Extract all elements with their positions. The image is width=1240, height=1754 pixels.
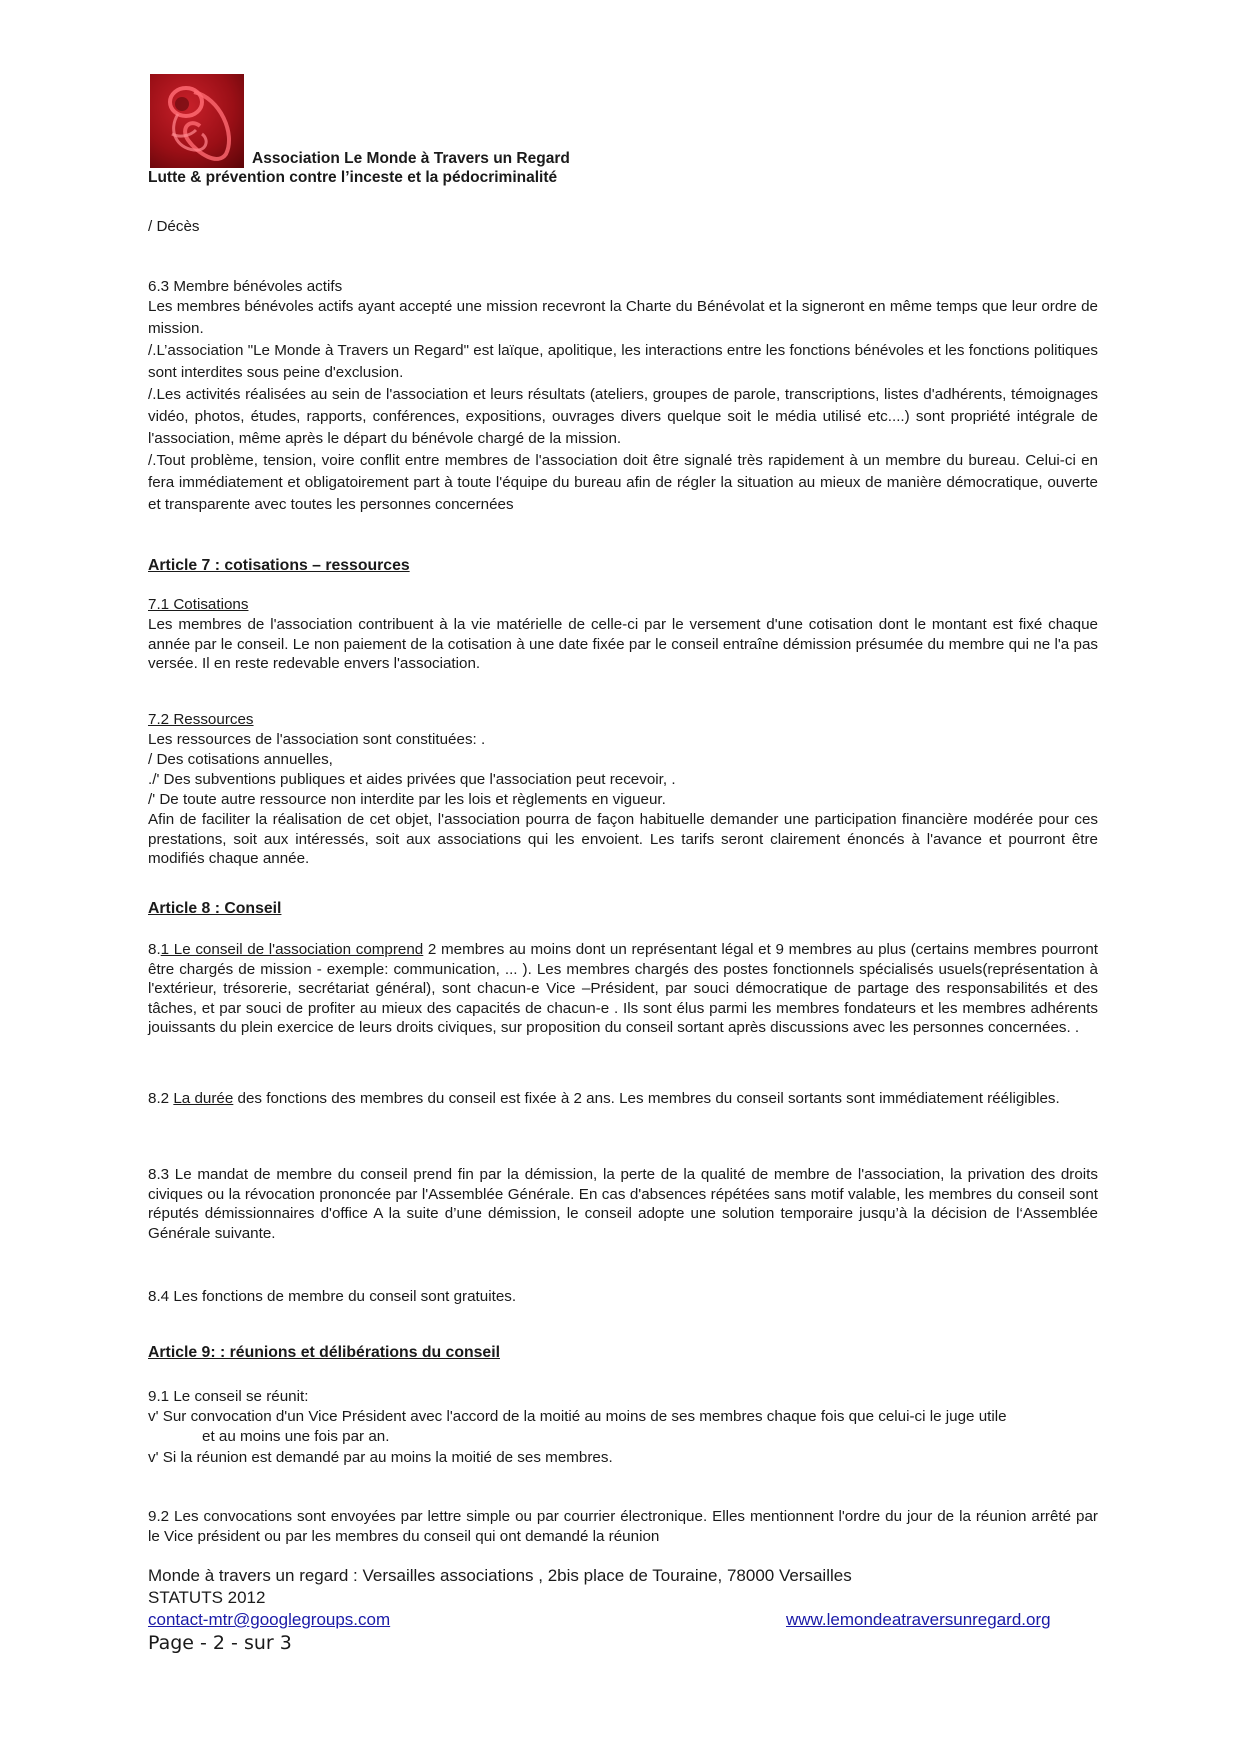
paragraph: /.Les activités réalisées au sein de l'association et leurs résultats (ateliers, groupes de parole, transcriptions, listes d'adhérents, témoignages vidéo, photos, études, rapports, conférences, expositions, ouvrages divers quelque soit le média utilisé etc....) sont propriété intégrale de l'association, même après le départ du bénévole chargé de la mission. — [148, 386, 1098, 447]
checkmark-bullet-icon: v' — [148, 1408, 159, 1425]
association-subtitle: Lutte & prévention contre l’inceste et la pédocriminalité — [148, 169, 558, 186]
bullet-item — [148, 1408, 1007, 1425]
section-8-2-body: des fonctions des membres du conseil est fixée à 2 ans. Les membres du conseil sortants sont immédiatement rééligibles. — [233, 1090, 1060, 1107]
paragraph: Les membres bénévoles actifs ayant accepté une mission recevront la Charte du Bénévolat et la signeront en même temps que leur ordre de mission. — [148, 298, 1098, 337]
association-title: Association Le Monde à Travers un Regard — [252, 150, 570, 167]
section-9-2-text: 9.2 Les convocations sont envoyées par lettre simple ou par courrier électronique. Elles mentionnent l'ordre du jour de la réunion arrêté par le Vice président ou par les membres du conseil qui ont demandé la réunion — [148, 1508, 1098, 1545]
checkmark-bullet-icon: v' — [148, 1449, 159, 1466]
section-9-1-heading: 9.1 Le conseil se réunit: — [148, 1388, 309, 1405]
section-7-2-text: Afin de faciliter la réalisation de cet objet, l'association pourra de façon habituelle demander une participation financière modérée pour ces prestations, soit aux intéressés, soit aux associations qui les envoient. Les tarifs seront clairement énoncés à l'avance et pourront être modifiés chaque année. — [148, 811, 1098, 867]
section-7-1-text: Les membres de l'association contribuent à la vie matérielle de celle-ci par le versement d'une cotisation dont le montant est fixé chaque année par le conseil. Le non paiement de la cotisation à une date fixée par le conseil entraîne démission présumée du membre qui ne l'a pas versée. Il en reste redevable envers l'association. — [148, 616, 1098, 672]
logo-figure-icon — [150, 74, 244, 168]
section-8-1-text — [148, 940, 1098, 1038]
resources-line: /' De toute autre ressource non interdite par les lois et règlements en vigueur. — [148, 791, 666, 808]
section-8-1-underlined: 1 Le conseil de l'association comprend — [160, 941, 424, 958]
page-number: Page - 2 - sur 3 — [148, 1632, 292, 1654]
article-7-title: Article 7 : cotisations – ressources — [148, 557, 410, 574]
bullet-text: Sur convocation d'un Vice Président avec l'accord de la moitié au moins de ses membres chaque fois que celui-ci le juge utile — [162, 1408, 1007, 1425]
footer-website-link[interactable]: www.lemondeatraversunregard.org — [786, 1610, 1051, 1629]
section-6-3-heading: 6.3 Membre bénévoles actifs — [148, 278, 343, 295]
resources-line: / Des cotisations annuelles, — [148, 751, 333, 768]
footer-email-link[interactable]: contact-mtr@googlegroups.com — [148, 1610, 391, 1629]
footer-doc-title: STATUTS 2012 — [148, 1588, 266, 1607]
section-6-3-body — [148, 296, 1098, 516]
section-8-3-text: 8.3 Le mandat de membre du conseil prend fin par la démission, la perte de la qualité de membre de l'association, la privation des droits civiques ou la révocation prononcée par l'Assemblée Générale. En cas d'absences répétées sans motif valable, les membres du conseil sont réputés démissionnaires d'office A la suite d’une démission, le conseil adopte une solution temporaire jusqu’à la décision de l‘Assemblée Générale suivante. — [148, 1166, 1098, 1242]
resources-line: ./' Des subventions publiques et aides privées que l'association peut recevoir, . — [148, 771, 676, 788]
article-8-title: Article 8 : Conseil — [148, 900, 282, 917]
section-8-1-body: 2 membres au moins dont un représentant légal et 9 membres au plus (certains membres pourront être chargés de mission - exemple: communication, ... ). Les membres chargés des postes fonctionnels spécialisés usuels(représentation à l'extérieur, trésorerie, secrétariat général), sont chacun-e Vice –Président, par souci démocratique de partage des responsabilités et des tâches, et par souci de profiter au mieux des capacités de chacun-e . Ils sont élus parmi les membres fondateurs et les membres adhérents jouissants du plein exercice de leurs droits civiques, sur proposition du conseil sortant après discussions avec les personnes concernées. . — [148, 941, 1098, 1036]
bullet-continuation: et au moins une fois par an. — [202, 1428, 390, 1445]
list-item-deces: / Décès — [148, 218, 200, 235]
article-9-title: Article 9: : réunions et délibérations du conseil — [148, 1344, 500, 1361]
section-8-2-prefix: 8.2 — [148, 1090, 174, 1107]
association-logo — [150, 74, 244, 168]
bullet-item — [148, 1449, 613, 1466]
paragraph: /.L’association "Le Monde à Travers un Regard" est laïque, apolitique, les interactions entre les fonctions bénévoles et les fonctions politiques sont interdites sous peine d'exclusion. — [148, 342, 1098, 381]
section-8-4-text: 8.4 Les fonctions de membre du conseil sont gratuites. — [148, 1288, 517, 1305]
paragraph: /.Tout problème, tension, voire conflit entre membres de l'association doit être signalé très rapidement à un membre du bureau. Celui-ci en fera immédiatement et obligatoirement part à toute l'équipe du bureau afin de régler la situation au mieux de manière démocratique, ouverte et transparente avec toutes les personnes concernées — [148, 452, 1098, 513]
section-7-1-heading: 7.1 Cotisations — [148, 596, 249, 613]
section-7-2-heading: 7.2 Ressources — [148, 711, 254, 728]
bullet-text: Si la réunion est demandé par au moins la moitié de ses membres. — [162, 1449, 613, 1466]
resources-line: Les ressources de l'association sont constituées: . — [148, 731, 486, 748]
footer-address: Monde à travers un regard : Versailles associations , 2bis place de Touraine, 78000 Versailles — [148, 1566, 852, 1585]
section-8-2-text — [148, 1089, 1098, 1109]
section-8-1-prefix: 8. — [148, 941, 161, 958]
section-8-2-underlined: La durée — [173, 1090, 234, 1107]
